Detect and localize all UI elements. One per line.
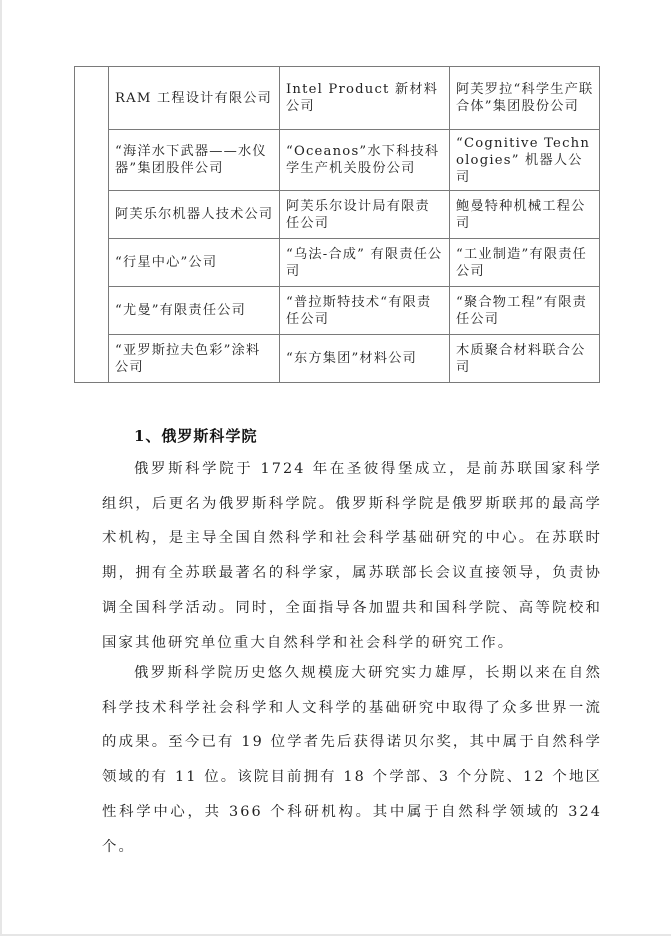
table-row bbox=[75, 239, 600, 287]
table-row bbox=[75, 287, 600, 335]
table-cell: “Oceanos”水下科技科学生产机关股份公司 bbox=[280, 130, 450, 191]
table-cell: 阿芙乐尔设计局有限责任公司 bbox=[280, 191, 450, 239]
table-cell: 鲍曼特种机械工程公司 bbox=[450, 191, 600, 239]
table-cell: RAM 工程设计有限公司 bbox=[109, 67, 280, 130]
table-cell: “亚罗斯拉夫色彩”涂料公司 bbox=[109, 335, 280, 383]
table-row bbox=[75, 67, 600, 130]
table-cell: “海洋水下武器——水仪器”集团股伴公司 bbox=[109, 130, 280, 191]
table-cell: Intel Product 新材料公司 bbox=[280, 67, 450, 130]
merged-category-cell bbox=[75, 67, 109, 383]
table-cell: “乌法-合成” 有限责任公司 bbox=[280, 239, 450, 287]
table-cell: 阿芙乐尔机器人技术公司 bbox=[109, 191, 280, 239]
table-row bbox=[75, 191, 600, 239]
page-edge bbox=[0, 0, 2, 936]
table-cell: “工业制造”有限责任公司 bbox=[450, 239, 600, 287]
company-table bbox=[74, 66, 600, 383]
table-cell: “普拉斯特技术“有限责任公司 bbox=[280, 287, 450, 335]
table-cell: “行星中心”公司 bbox=[109, 239, 280, 287]
section-heading: 1、俄罗斯科学院 bbox=[134, 427, 258, 445]
table-cell: 木质聚合材料联合公司 bbox=[450, 335, 600, 383]
table-row bbox=[75, 130, 600, 191]
table-cell: “聚合物工程”有限责任公司 bbox=[450, 287, 600, 335]
paragraph: 俄罗斯科学院于 1724 年在圣彼得堡成立，是前苏联国家科学组织，后更名为俄罗斯科学院。俄罗斯科学院是俄罗斯联邦的最高学术机构，是主导全国自然科学和社会科学基础研究的中心。在苏联时期，拥有全苏联最著名的科学家，属苏联部长会议直接领导，负责协调全国科学活动。同时，全面指导各加盟共和国科学院、高等院校和国家其他研究单位重大自然科学和社会科学的研究工作。 bbox=[102, 461, 602, 651]
table-cell: “Cognitive Technologies” 机器人公司 bbox=[450, 130, 600, 191]
table-cell: “东方集团”材料公司 bbox=[280, 335, 450, 383]
table-cell: 阿芙罗拉“科学生产联合体”集团股份公司 bbox=[450, 67, 600, 130]
table-row bbox=[75, 335, 600, 383]
paragraph: 俄罗斯科学院历史悠久规模庞大研究实力雄厚，长期以来在自然科学技术科学社会科学和人文科学的基础研究中取得了众多世界一流的成果。至今已有 19 位学者先后获得诺贝尔奖，其中属于自然科学领域的有 11 位。该院目前拥有 18 个学部、3 个分院、12 个地区性科学中心，共 366 个科研机构。其中属于自然科学领域的 324 个。 bbox=[102, 665, 602, 855]
table-cell: “尤曼”有限责任公司 bbox=[109, 287, 280, 335]
